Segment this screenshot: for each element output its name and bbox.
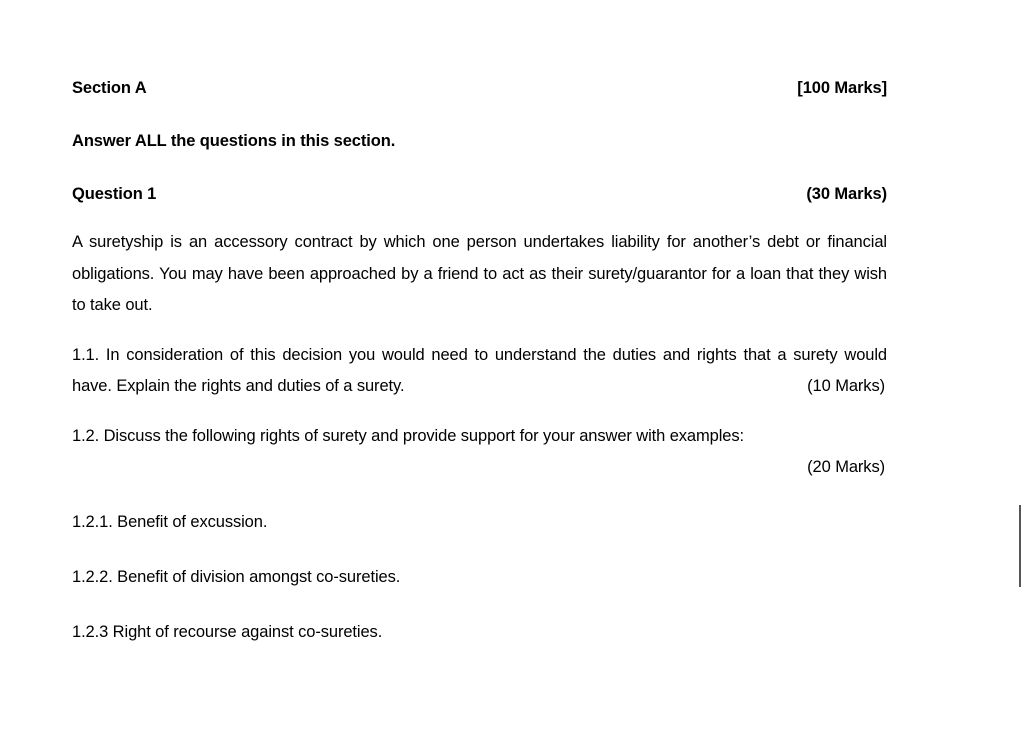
section-marks: [100 Marks] <box>797 79 887 97</box>
list-item: 1.2.3 Right of recourse against co-sureties. <box>72 622 383 641</box>
list-item: 1.2.1. Benefit of excussion. <box>72 512 268 531</box>
section-header <box>72 78 887 99</box>
question-title: Question 1 <box>72 185 157 203</box>
section-title: Section A <box>72 79 147 97</box>
question-intro: A suretyship is an accessory contract by which one person undertakes liability for another’s debt or financial obligations. You may have been approached by a friend to act as their surety/guarantor for a loan that they wish to take out. <box>72 233 887 314</box>
document-page <box>72 78 887 643</box>
question-1-1-text: 1.1. In consideration of this decision you would need to understand the duties and rights that a surety would have. Explain the rights and duties of a surety. <box>72 345 887 395</box>
list-item: 1.2.2. Benefit of division amongst co-sureties. <box>72 567 401 586</box>
question-marks: (30 Marks) <box>806 185 887 203</box>
question-1-1 <box>72 340 887 403</box>
section-instruction: Answer ALL the questions in this section. <box>72 132 396 150</box>
question-1-2-marks: (20 Marks) <box>807 458 885 476</box>
question-1-1-marks: (10 Marks) <box>807 377 885 395</box>
question-header <box>72 184 887 205</box>
question-1-2-text: 1.2. Discuss the following rights of surety and provide support for your answer with examples: <box>72 426 745 445</box>
